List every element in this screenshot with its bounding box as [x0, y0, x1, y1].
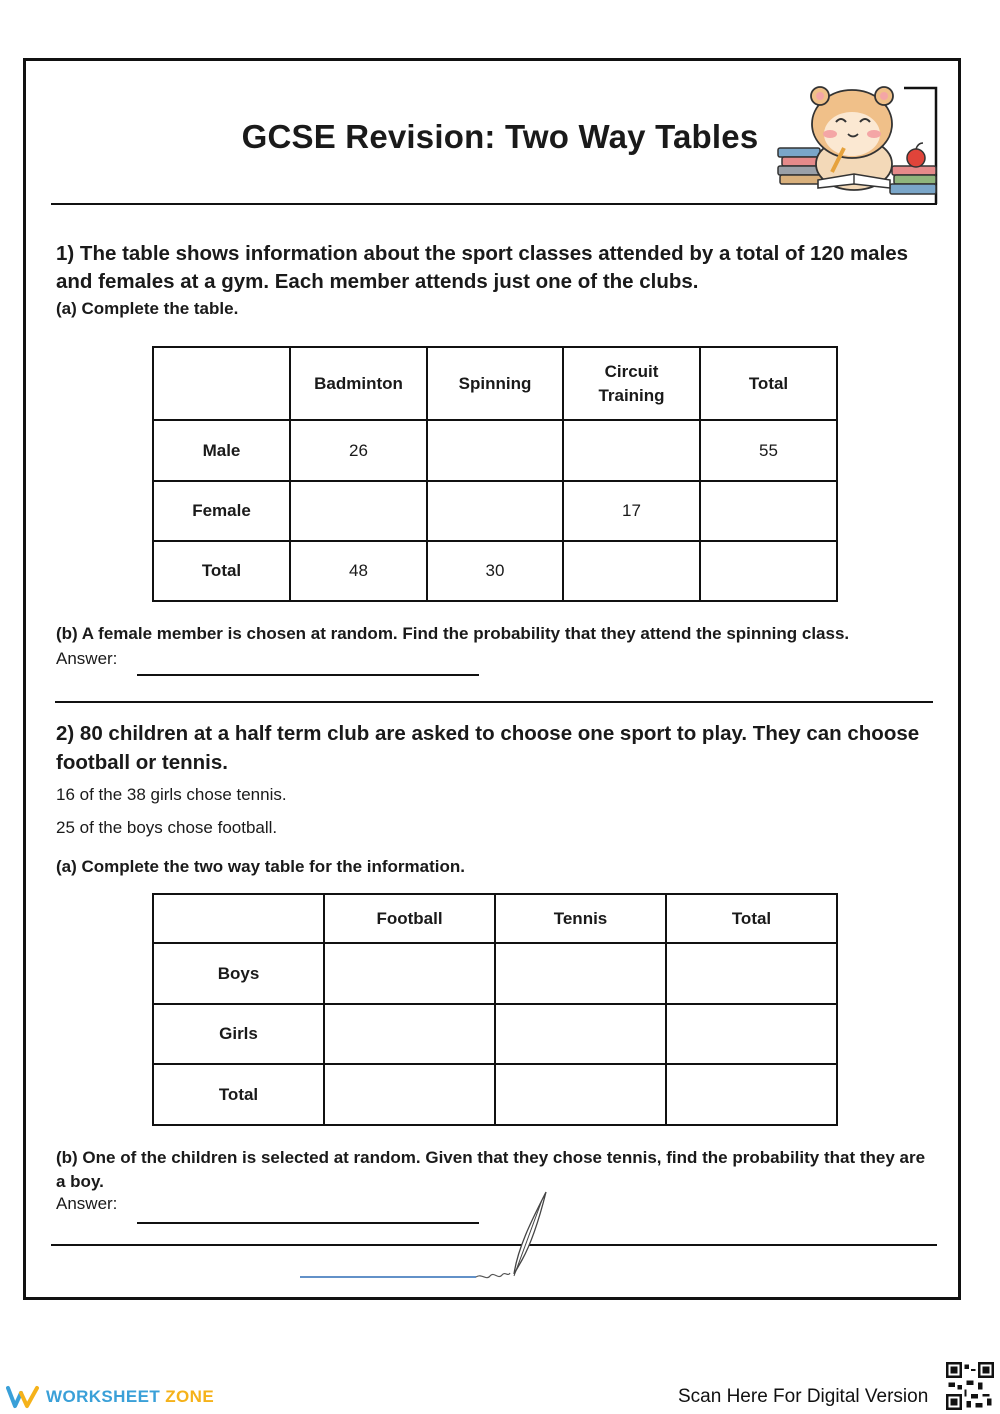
table-cell[interactable]: 30 [427, 541, 563, 601]
table-cell[interactable]: 17 [563, 481, 700, 541]
quill-pen-icon [296, 1186, 556, 1282]
answer-line[interactable] [137, 674, 479, 676]
table-cell[interactable]: 48 [290, 541, 427, 601]
info-line: 16 of the 38 girls chose tennis. [56, 785, 287, 804]
qr-code-icon[interactable] [946, 1362, 994, 1410]
table-header-cell: Spinning [427, 347, 563, 420]
table-row [153, 1004, 837, 1064]
table-cell[interactable] [495, 1004, 666, 1064]
table-cell[interactable] [427, 420, 563, 481]
table-header-cell: Badminton [290, 347, 427, 420]
question-1-table [152, 346, 838, 602]
table-header-cell [153, 347, 290, 420]
title-divider [51, 203, 937, 205]
row-label: Total [153, 541, 290, 601]
row-label: Female [153, 481, 290, 541]
row-label: Male [153, 420, 290, 481]
table-header-row [153, 347, 837, 420]
scan-instruction: Scan Here For Digital Version [678, 1386, 929, 1407]
table-cell[interactable] [700, 481, 837, 541]
table-cell[interactable]: 55 [700, 420, 837, 481]
table-header-cell: Total [700, 347, 837, 420]
question-1-part-b: (b) A female member is chosen at random. Find the probability that they attend the spinning class. [56, 624, 850, 643]
table-cell[interactable] [700, 541, 837, 601]
table-cell[interactable] [495, 943, 666, 1004]
table-cell[interactable] [324, 1064, 495, 1125]
table-header-cell: Total [666, 894, 837, 943]
page-title: GCSE Revision: Two Way Tables [241, 118, 759, 155]
table-header-row [153, 894, 837, 943]
worksheetzone-logo-icon [6, 1385, 40, 1409]
table-cell[interactable] [290, 481, 427, 541]
table-cell[interactable] [666, 943, 837, 1004]
answer-label: Answer: [56, 1194, 118, 1213]
table-row [153, 943, 837, 1004]
info-line: 25 of the boys chose football. [56, 818, 278, 837]
brand-name: WORKSHEET ZONE [46, 1387, 215, 1406]
table-cell[interactable] [563, 420, 700, 481]
table-cell[interactable] [495, 1064, 666, 1125]
hamster-reading-icon [774, 76, 942, 204]
row-label: Girls [153, 1004, 324, 1064]
table-cell[interactable]: 26 [290, 420, 427, 481]
row-label: Total [153, 1064, 324, 1125]
table-cell[interactable] [666, 1004, 837, 1064]
question-2-table [152, 893, 838, 1126]
table-header-cell: Circuit Training [563, 347, 700, 420]
table-header-cell [153, 894, 324, 943]
question-2-text: 2) 80 children at a half term club are asked to choose one sport to play. They can choose football or tennis. [56, 722, 920, 774]
table-cell[interactable] [666, 1064, 837, 1125]
table-row [153, 1064, 837, 1125]
section-divider [55, 701, 933, 703]
table-header-cell: Tennis [495, 894, 666, 943]
answer-label: Answer: [56, 649, 118, 668]
table-row [153, 481, 837, 541]
table-cell[interactable] [563, 541, 700, 601]
question-2-part-b: (b) One of the children is selected at random. Given that they chose tennis, find the probability that they are a boy. [56, 1148, 926, 1191]
table-row [153, 541, 837, 601]
table-cell[interactable] [427, 481, 563, 541]
worksheetzone-logo[interactable] [6, 1382, 214, 1412]
question-1-part-a: (a) Complete the table. [56, 299, 239, 318]
table-cell[interactable] [324, 1004, 495, 1064]
table-cell[interactable] [324, 943, 495, 1004]
question-2-part-a: (a) Complete the two way table for the information. [56, 857, 465, 876]
question-1-text: 1) The table shows information about the sport classes attended by a total of 120 males and females at a gym. Each member attends just one of the clubs. [56, 242, 909, 293]
table-row [153, 420, 837, 481]
row-label: Boys [153, 943, 324, 1004]
table-header-cell: Football [324, 894, 495, 943]
